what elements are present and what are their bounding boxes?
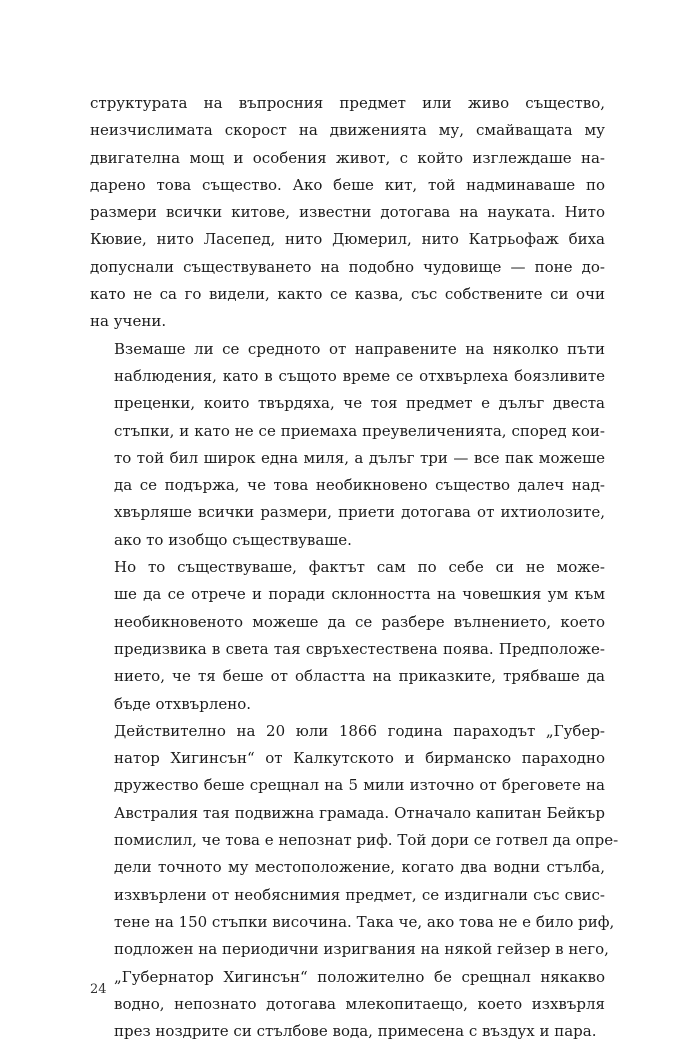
text-line: стъпки, и като не се приемаха преувеличенията, според кои- [114,421,605,440]
text-line: Но то съществуваше, фактът сам по себе си не може- [114,558,605,577]
text-line: хвърляше всички размери, приети дотогава от ихтиолозите, [114,503,605,522]
text-line: подложен на периодични изригвания на някой гейзер в него, [114,940,609,959]
text-line: неизчислимата скорост на движенията му, смайващата му [90,121,605,140]
text-line: като не са го видели, както се казва, със собствените си очи [90,285,605,304]
text-line: наблюдения, като в същото време се отхвърлеха боязливите [114,366,605,385]
paragraph-4 [90,718,619,1046]
text-line: на учени. [90,312,167,331]
text-line: предизвика в света тая свръхестествена поява. Предположе- [114,639,605,658]
paragraph-2 [90,336,605,554]
text-line: тене на 150 стъпки височина. Така че, ако това не е било риф, [114,912,615,931]
text-line: Вземаше ли се средното от направените на няколко пъти [114,339,605,358]
text-line: ако то изобщо съществуваше. [114,530,352,549]
text-line: ше да се отрече и поради склонността на човешкия ум към [114,585,605,604]
text-line: водно, непознато дотогава млекопитаещо, което изхвърля [114,994,605,1013]
text-line: „Губернатор Хигинсън“ положително бе срещнал някакво [114,967,605,986]
text-line: помислил, че това е непознат риф. Той дори се готвел да опре- [114,831,619,850]
body-text [90,90,619,1045]
text-line: да се подържа, че това необикновено същество далеч над- [114,476,605,495]
text-line: бъде отхвърлено. [114,694,252,713]
text-line: през ноздрите си стълбове вода, примесена с въздух и пара. [114,1022,597,1041]
text-line: двигателна мощ и особения живот, с който изглеждаше на- [90,148,605,167]
text-line: Австралия тая подвижна грамада. Отначало капитан Бейкър [114,803,605,822]
text-line: необикновеното можеше да се разбере вълнението, което [114,612,605,631]
text-line: дружество беше срещнал на 5 мили източно от бреговете на [114,776,605,795]
text-line: изхвърлени от необяснимия предмет, се издигнали със свис- [114,885,605,904]
text-line: то той бил широк една миля, а дълъг три — все пак можеше [114,448,605,467]
text-line: преценки, които твърдяха, че тоя предмет е дълъг двеста [114,394,605,413]
text-line: дарено това същество. Ако беше кит, той надминаваше по [90,175,605,194]
text-line: нието, че тя беше от областта на приказките, трябваше да [114,667,605,686]
paragraph-1 [90,90,605,336]
text-line: допуснали съществуването на подобно чудовище — поне до- [90,257,605,276]
page-number: 24 [90,982,107,997]
text-line: структурата на въпросния предмет или живо същество, [90,94,605,112]
text-line: натор Хигинсън“ от Калкутското и бирманско параходно [114,749,605,768]
text-line: дели точното му местоположение, когато два водни стълба, [114,858,605,877]
paragraph-3 [90,554,605,718]
text-line: Кювие, нито Ласепед, нито Дюмерил, нито Катрьофаж биха [90,230,605,249]
text-line: размери всички китове, известни дотогава на науката. Нито [90,203,605,222]
text-line: Действително на 20 юли 1866 година параходът „Губер- [114,721,605,740]
